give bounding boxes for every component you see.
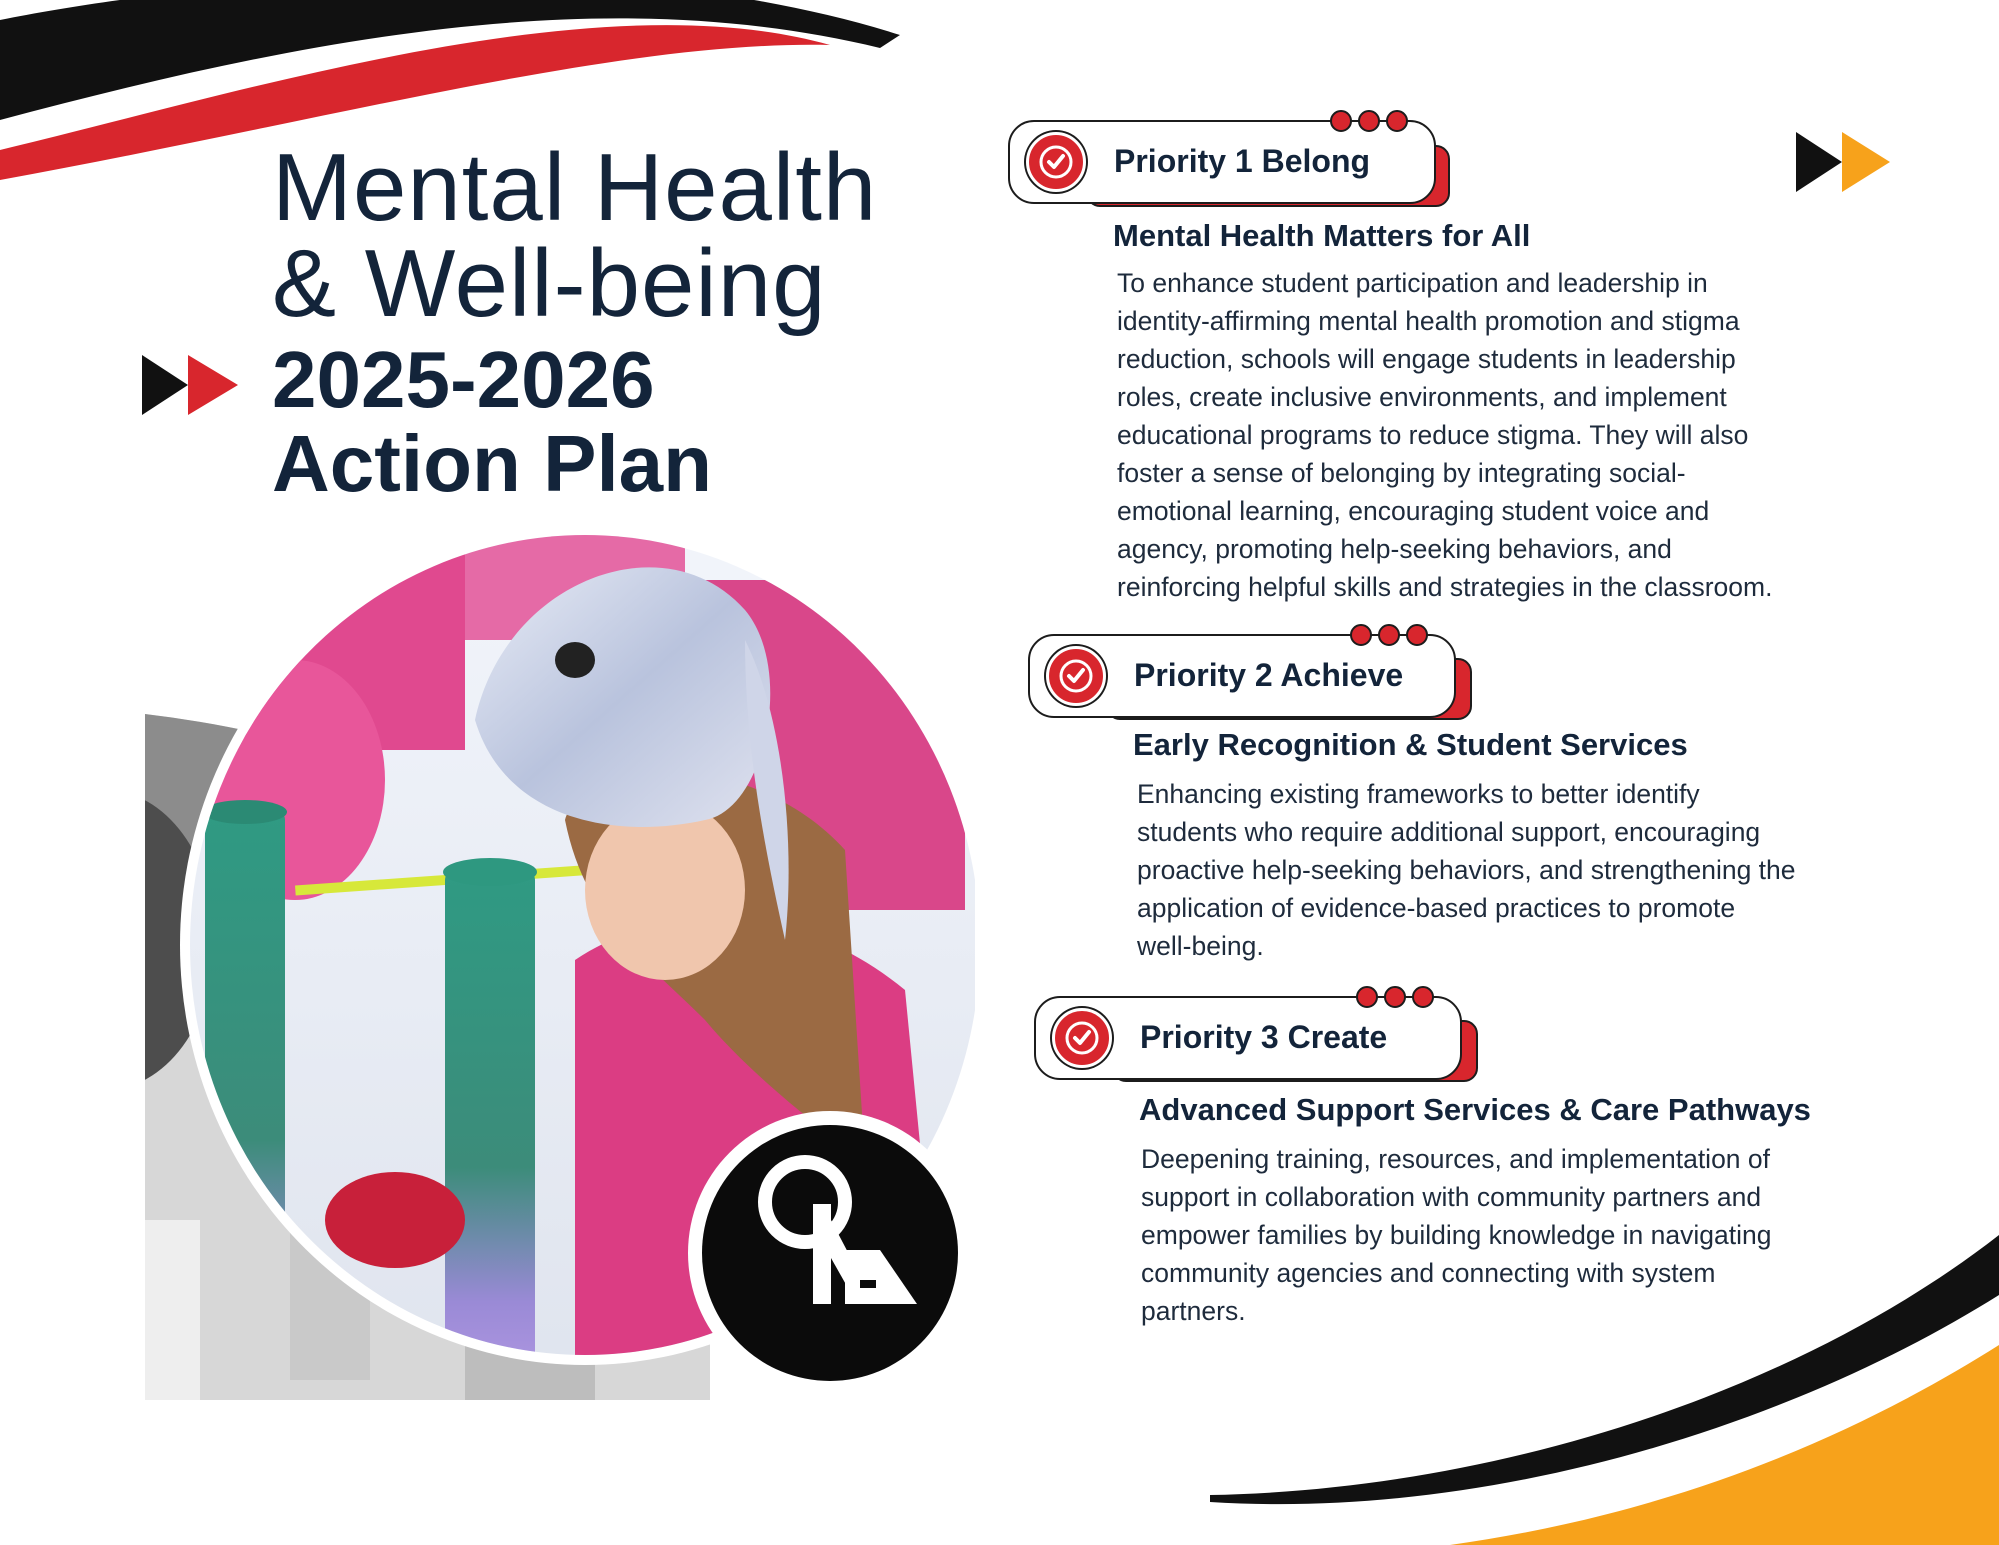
double-arrow-icon-left	[142, 355, 240, 415]
body-line: application of evidence-based practices to promote	[1137, 893, 1736, 923]
body-line: empower families by building knowledge in navigating	[1141, 1220, 1772, 1250]
title-line-2: & Well-being	[272, 230, 827, 337]
photo-collage	[145, 520, 975, 1400]
body-line: Enhancing existing frameworks to better identify	[1137, 779, 1700, 809]
check-circle-icon	[1046, 646, 1106, 706]
body-line: Deepening training, resources, and implementation of	[1141, 1144, 1771, 1174]
priority-3-pill	[1034, 996, 1462, 1080]
priority-2-dots	[1350, 624, 1428, 646]
tube-right	[445, 870, 535, 1400]
body-line: reinforcing helpful skills and strategies in the classroom.	[1117, 572, 1773, 602]
title-block	[272, 134, 878, 337]
body-line: partners.	[1141, 1296, 1246, 1326]
priority-2-label: Priority 2 Achieve	[1134, 657, 1404, 693]
title-action-plan: Action Plan	[272, 419, 713, 508]
priority-1-heading: Mental Health Matters for All	[1113, 218, 1531, 253]
priority-1-body	[1117, 264, 1877, 606]
title-year: 2025-2026	[272, 335, 655, 424]
body-line: To enhance student participation and leadership in	[1117, 268, 1708, 298]
priority-3-heading: Advanced Support Services & Care Pathways	[1139, 1092, 1811, 1127]
priority-2-heading: Early Recognition & Student Services	[1133, 727, 1688, 762]
bottom-right-orange-swoosh	[1450, 1345, 1999, 1545]
check-circle-icon	[1026, 132, 1086, 192]
body-line: foster a sense of belonging by integrating social-	[1117, 458, 1686, 488]
body-line: emotional learning, encouraging student voice and	[1117, 496, 1710, 526]
body-line: community agencies and connecting with system	[1141, 1258, 1716, 1288]
body-line: well-being.	[1137, 931, 1264, 961]
body-line: identity-affirming mental health promotion and stigma	[1117, 306, 1740, 336]
body-line: roles, create inclusive environments, and implement	[1117, 382, 1727, 412]
priority-1-dots	[1330, 110, 1408, 132]
priority-1-label: Priority 1 Belong	[1114, 143, 1371, 179]
body-line: proactive help-seeking behaviors, and strengthening the	[1137, 855, 1796, 885]
priority-3-dots	[1356, 986, 1434, 1008]
double-arrow-icon-right	[1796, 132, 1892, 192]
body-line: support in collaboration with community partners and	[1141, 1182, 1762, 1212]
priority-2-body	[1137, 775, 1917, 965]
body-line: students who require additional support, encouraging	[1137, 817, 1761, 847]
body-line: reduction, schools will engage students in leadership	[1117, 344, 1736, 374]
one-logo-icon	[688, 1111, 972, 1395]
priority-3-label: Priority 3 Create	[1140, 1019, 1388, 1055]
check-circle-icon	[1052, 1008, 1112, 1068]
body-line: educational programs to reduce stigma. They will also	[1117, 420, 1749, 450]
priority-2-pill	[1028, 634, 1456, 718]
subtitle-block	[272, 335, 713, 508]
priority-1-pill	[1008, 120, 1436, 204]
body-line: agency, promoting help-seeking behaviors, and	[1117, 534, 1672, 564]
priority-3-body	[1141, 1140, 1921, 1330]
title-line-1: Mental Health	[272, 134, 878, 241]
